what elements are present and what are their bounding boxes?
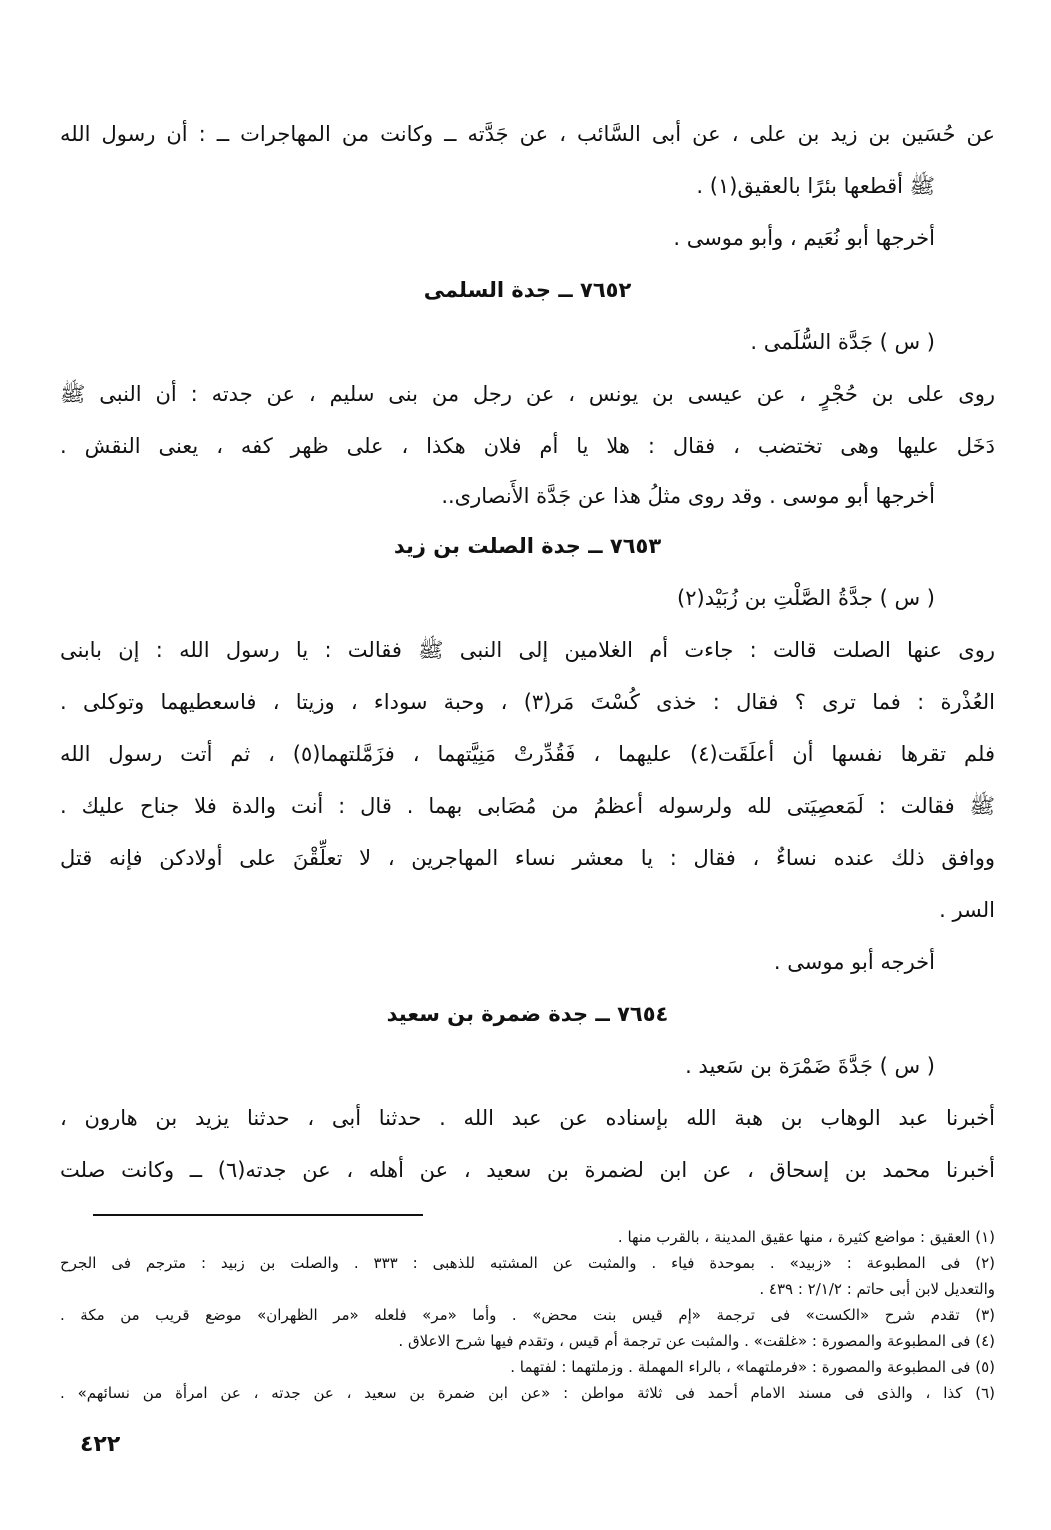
entry-title-line: ( س ) جَدَّة السُّلَمى . xyxy=(750,330,935,354)
text-line: أخرجها أبو موسى . وقد روى مثلُ هذا عن جَدَّة الأَنصارى.. xyxy=(441,484,935,508)
text-line: ﷺ أقطعها بئرًا بالعقيق(١) . xyxy=(696,174,935,198)
footnote-divider xyxy=(93,1214,423,1216)
text-line: ﷺ فقالت : لَمَعصِيَتى لله ولرسوله أعظمُ من مُصَابى بهما . قال : أنت والدة فلا جناح عليك . xyxy=(60,794,995,818)
text-line: العُذْرة : فما ترى ؟ فقال : خذى كُسْتَ مَر(٣) ، وحبة سوداء ، وزيتا ، فاسعطيهما وتوكلى . xyxy=(60,690,995,714)
footnote: (٣) تقدم شرح «الكست» فى ترجمة «إم قيس بنت محض» . وأما «مر» فلعله «مر الظهران» موضع قريب من مكة . xyxy=(60,1306,995,1324)
entry-heading-7652: ٧٦٥٢ ــ جدة السلمى xyxy=(423,278,632,302)
entry-heading-7654: ٧٦٥٤ ــ جدة ضمرة بن سعيد xyxy=(386,1002,669,1026)
text-line: ووافق ذلك عنده نساءٌ ، فقال : يا معشر نساء المهاجرين ، لا تعلِّقْنَ على أولادكن فإنه قتل xyxy=(60,846,995,870)
page-body xyxy=(60,108,995,1406)
text-line: دَخَل عليها وهى تختضب ، فقال : هلا يا أم فلان هكذا ، على ظهر كفه ، يعنى النقش . xyxy=(60,434,995,458)
text-line: روى على بن حُجْرٍ ، عن عيسى بن يونس ، عن رجل من بنى سليم ، عن جدته : أن النبى ﷺ xyxy=(60,382,995,406)
page-number: ٤٢٢ xyxy=(80,1432,121,1457)
text-line: أخرجها أبو نُعَيم ، وأبو موسى . xyxy=(673,226,935,250)
text-line: عن حُسَين بن زيد بن على ، عن أبى السَّائب ، عن جَدَّته ــ وكانت من المهاجرات ــ : أن رسول الله xyxy=(60,122,995,146)
entry-title-line: ( س ) جَدَّةَ ضَمْرَة بن سَعيد . xyxy=(685,1054,935,1078)
footnote: (١) العقيق : مواضع كثيرة ، منها عقيق المدينة ، بالقرب منها . xyxy=(617,1228,995,1246)
footnote: (٢) فى المطبوعة : «زبيد» . بموحدة فياء . والمثبت عن المشتبه للذهبى : ٣٣٣ . والصلت بن زبيد : مترجم فى الجرح xyxy=(60,1254,995,1272)
footnote: (٦) كذا ، والذى فى مسند الامام أحمد فى ثلاثة مواطن : «عن ابن ضمرة بن سعيد ، عن جدته ، عن امرأة من نسائهم» . xyxy=(60,1384,995,1402)
text-line: أخبرنا محمد بن إسحاق ، عن ابن لضمرة بن سعيد ، عن أهله ، عن جدته(٦) ــ وكانت صلت xyxy=(60,1158,995,1182)
text-line: أخبرنا عبد الوهاب بن هبة الله بإسناده عن عبد الله . حدثنا أبى ، حدثنا يزيد بن هارون ، xyxy=(60,1106,995,1130)
footnote: (٤) فى المطبوعة والمصورة : «غلقت» . والمثبت عن ترجمة أم قيس ، وتقدم فيها شرح الاعلاق . xyxy=(398,1332,995,1350)
text-line: فلم تقرها نفسها أن أعلَقَت(٤) عليهما ، فَقُدِّرتْ مَنِيَّتهما ، فزَمَّلتهما(٥) ، ثم أتت رسول الله xyxy=(60,742,995,766)
entry-heading-7653: ٧٦٥٣ ــ جدة الصلت بن زيد xyxy=(393,534,662,558)
text-line: روى عنها الصلت قالت : جاءت أم الغلامين إلى النبى ﷺ فقالت : يا رسول الله : إن بابنى xyxy=(60,638,995,662)
entry-title-line: ( س ) جدَّةُ الصَّلْتِ بن زُبَيْد(٢) xyxy=(677,586,935,610)
text-line: السر . xyxy=(939,898,995,922)
footnote: والتعديل لابن أبى حاتم : ٢/١/٢ : ٤٣٩ . xyxy=(759,1280,995,1298)
text-line: أخرجه أبو موسى . xyxy=(773,950,935,974)
footnote: (٥) فى المطبوعة والمصورة : «فرملتهما» ، بالراء المهملة . وزملتهما : لفتهما . xyxy=(510,1358,995,1376)
